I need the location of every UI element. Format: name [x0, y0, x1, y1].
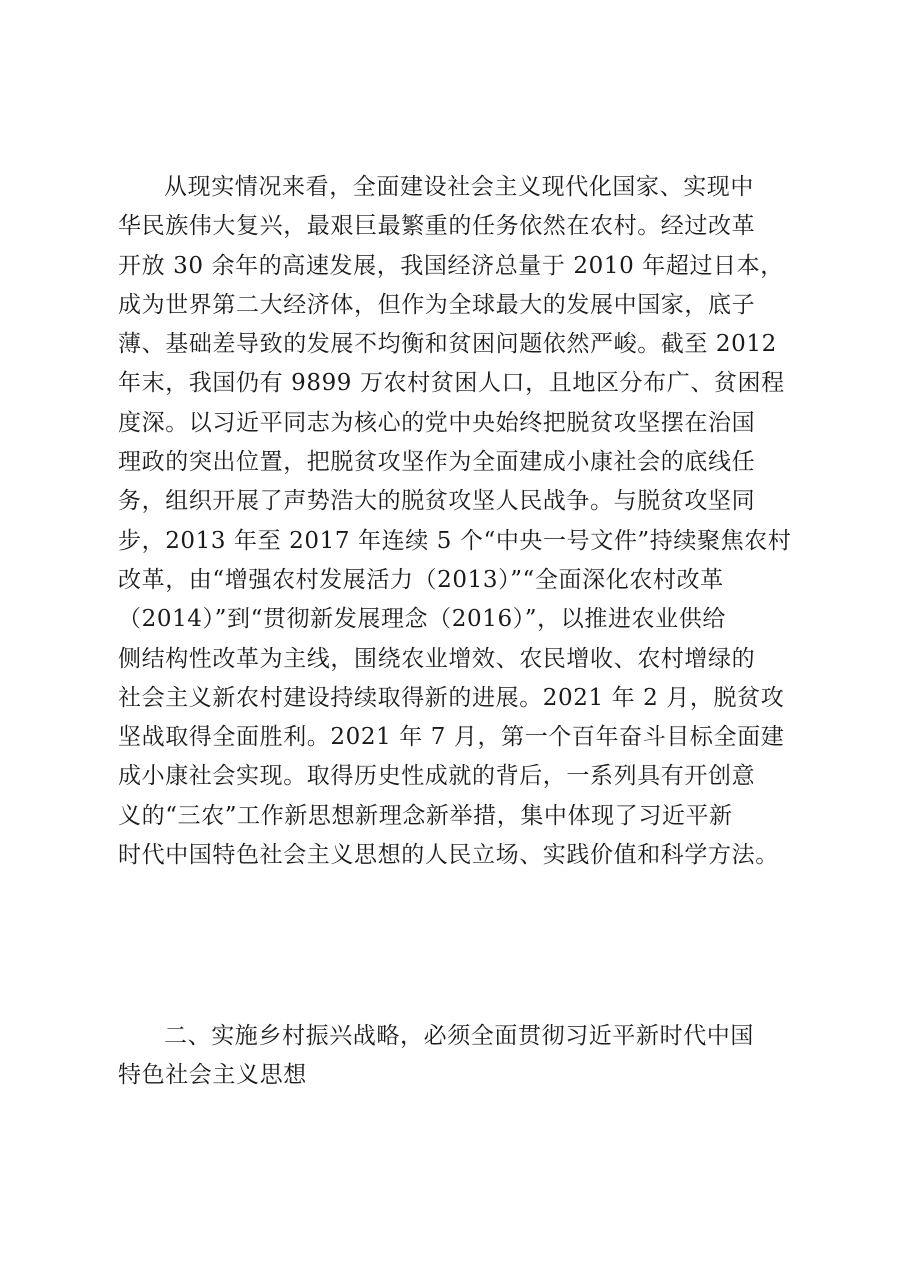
- paragraph-line: 坚战取得全面胜利。2021 年 7 月，第一个百年奋斗目标全面建: [118, 724, 785, 751]
- heading-line: 二、实施乡村振兴战略，必须全面贯彻习近平新时代中国: [164, 1023, 754, 1049]
- paragraph-line: 从现实情况来看，全面建设社会主义现代化国家、实现中: [164, 174, 754, 200]
- paragraph-line: 改革，由“增强农村发展活力（2013）”“全面深化农村改革: [118, 566, 724, 593]
- paragraph-line: 薄、基础差导致的发展不均衡和贫困问题依然严峻。截至 2012: [118, 331, 777, 358]
- section-heading-paragraph: [118, 1017, 790, 1096]
- paragraph-line: 时代中国特色社会主义思想的人民立场、实践价值和科学方法。: [118, 842, 779, 869]
- paragraph-line: 成小康社会实现。取得历史性成就的背后，一系列具有开创意: [118, 763, 756, 790]
- paragraph-line: 务，组织开展了声势浩大的脱贫攻坚人民战争。与脱贫攻坚同: [118, 488, 756, 515]
- heading-line: 特色社会主义思想: [118, 1062, 307, 1089]
- paragraph-line: 华民族伟大复兴，最艰巨最繁重的任务依然在农村。经过改革: [118, 213, 756, 240]
- paragraph-line: 开放 30 余年的高速发展，我国经济总量于 2010 年超过日本，: [118, 252, 784, 279]
- paragraph-line: 侧结构性改革为主线，围绕农业增效、农民增收、农村增绿的: [118, 645, 756, 672]
- paragraph-line: 度深。以习近平同志为核心的党中央始终把脱贫攻坚摆在治国: [118, 409, 756, 436]
- paragraph-line: （2014）”到“贯彻新发展理念（2016）”，以推进农业供给: [118, 606, 726, 633]
- paragraph-line: 理政的突出位置，把脱贫攻坚作为全面建成小康社会的底线任: [118, 449, 756, 476]
- paragraph-line: 成为世界第二大经济体，但作为全球最大的发展中国家，底子: [118, 291, 756, 318]
- paragraph-line: 步，2013 年至 2017 年连续 5 个“中央一号文件”持续聚焦农村: [118, 527, 792, 554]
- body-paragraph: [118, 168, 790, 875]
- paragraph-line: 年末，我国仍有 9899 万农村贫困人口，且地区分布广、贫困程: [118, 370, 785, 397]
- paragraph-line: 社会主义新农村建设持续取得新的进展。2021 年 2 月，脱贫攻: [118, 684, 785, 711]
- paragraph-line: 义的“三农”工作新思想新理念新举措，集中体现了习近平新: [118, 802, 733, 829]
